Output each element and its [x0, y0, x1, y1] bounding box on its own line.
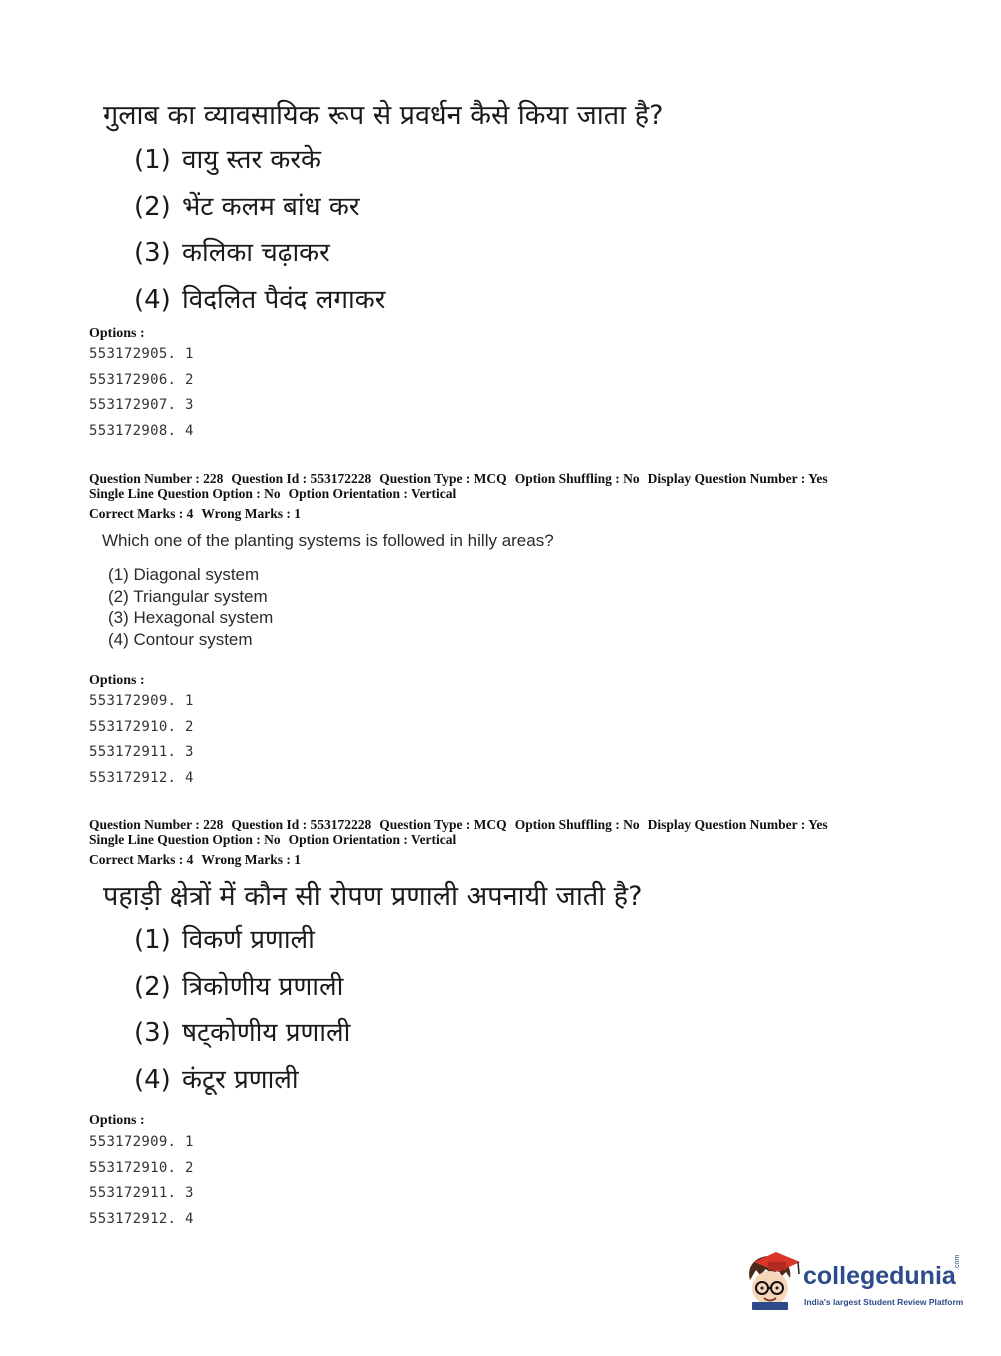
- option-id: 553172907. 3: [89, 397, 194, 413]
- question-options-hindi: [134, 137, 385, 323]
- metadata-line: Question Number : 228 Question Id : 553172228 Question Type : MCQ Option Shuffling : No Display Question Number : Yes: [89, 817, 828, 832]
- option-id: 553172909. 1: [89, 1134, 194, 1150]
- option-item: (1) वायु स्तर करके: [134, 145, 321, 175]
- question-text-hindi: पहाड़ी क्षेत्रों में कौन सी रोपण प्रणाली अपनायी जाती है?: [103, 881, 643, 912]
- brand-name: collegedunia: [803, 1262, 956, 1290]
- marks-line: Correct Marks : 4 Wrong Marks : 1: [89, 506, 301, 521]
- option-id: 553172905. 1: [89, 346, 194, 362]
- option-item: (2) भेंट कलम बांध कर: [134, 191, 360, 222]
- question-metadata: [89, 817, 828, 867]
- option-id-list: [89, 689, 194, 791]
- metadata-line: Single Line Question Option : No Option Orientation : Vertical: [89, 832, 457, 847]
- question-text-english: Which one of the planting systems is followed in hilly areas?: [102, 531, 554, 550]
- option-item: (2) त्रिकोणीय प्रणाली: [134, 971, 344, 1002]
- option-item: (3) षट्कोणीय प्रणाली: [134, 1018, 351, 1048]
- option-item: (3) Hexagonal system: [108, 608, 274, 627]
- option-id: 553172909. 1: [89, 693, 194, 709]
- option-id: 553172906. 2: [89, 371, 194, 388]
- options-label: Options :: [89, 1113, 145, 1128]
- question-options-english: [108, 564, 273, 650]
- option-id: 553172910. 2: [89, 718, 194, 735]
- option-id: 553172911. 3: [89, 1185, 194, 1201]
- marks-line: Correct Marks : 4 Wrong Marks : 1: [89, 852, 301, 867]
- mascot-graduation-cap-icon: [742, 1250, 802, 1312]
- option-id: 553172911. 3: [89, 744, 194, 760]
- option-item: (4) विदलित पैवंद लगाकर: [134, 284, 386, 315]
- option-item: (1) विकर्ण प्रणाली: [134, 925, 315, 955]
- option-id: 553172912. 4: [89, 769, 194, 786]
- option-item: (4) Contour system: [108, 629, 253, 649]
- question-options-hindi: [134, 917, 350, 1103]
- metadata-line: Single Line Question Option : No Option Orientation : Vertical: [89, 486, 457, 501]
- brand-domain-suffix: .com: [954, 1254, 961, 1270]
- option-item: (1) Diagonal system: [108, 565, 260, 584]
- options-label: Options :: [89, 673, 145, 688]
- collegedunia-logo: [742, 1250, 972, 1320]
- option-item: (4) कंटूर प्रणाली: [134, 1064, 299, 1095]
- question-metadata: [89, 471, 828, 521]
- option-id: 553172910. 2: [89, 1159, 194, 1176]
- brand-tagline: India's largest Student Review Platform: [804, 1297, 964, 1307]
- metadata-line: Question Number : 228 Question Id : 553172228 Question Type : MCQ Option Shuffling : No Display Question Number : Yes: [89, 471, 828, 486]
- option-id: 553172912. 4: [89, 1210, 194, 1227]
- option-item: (3) कलिका चढ़ाकर: [134, 238, 330, 268]
- options-label: Options :: [89, 326, 145, 341]
- question-text-hindi: गुलाब का व्यावसायिक रूप से प्रवर्धन कैसे किया जाता है?: [103, 100, 664, 131]
- option-id-list: [89, 1130, 194, 1232]
- option-id: 553172908. 4: [89, 422, 194, 439]
- option-id-list: [89, 342, 194, 444]
- option-item: (2) Triangular system: [108, 586, 268, 606]
